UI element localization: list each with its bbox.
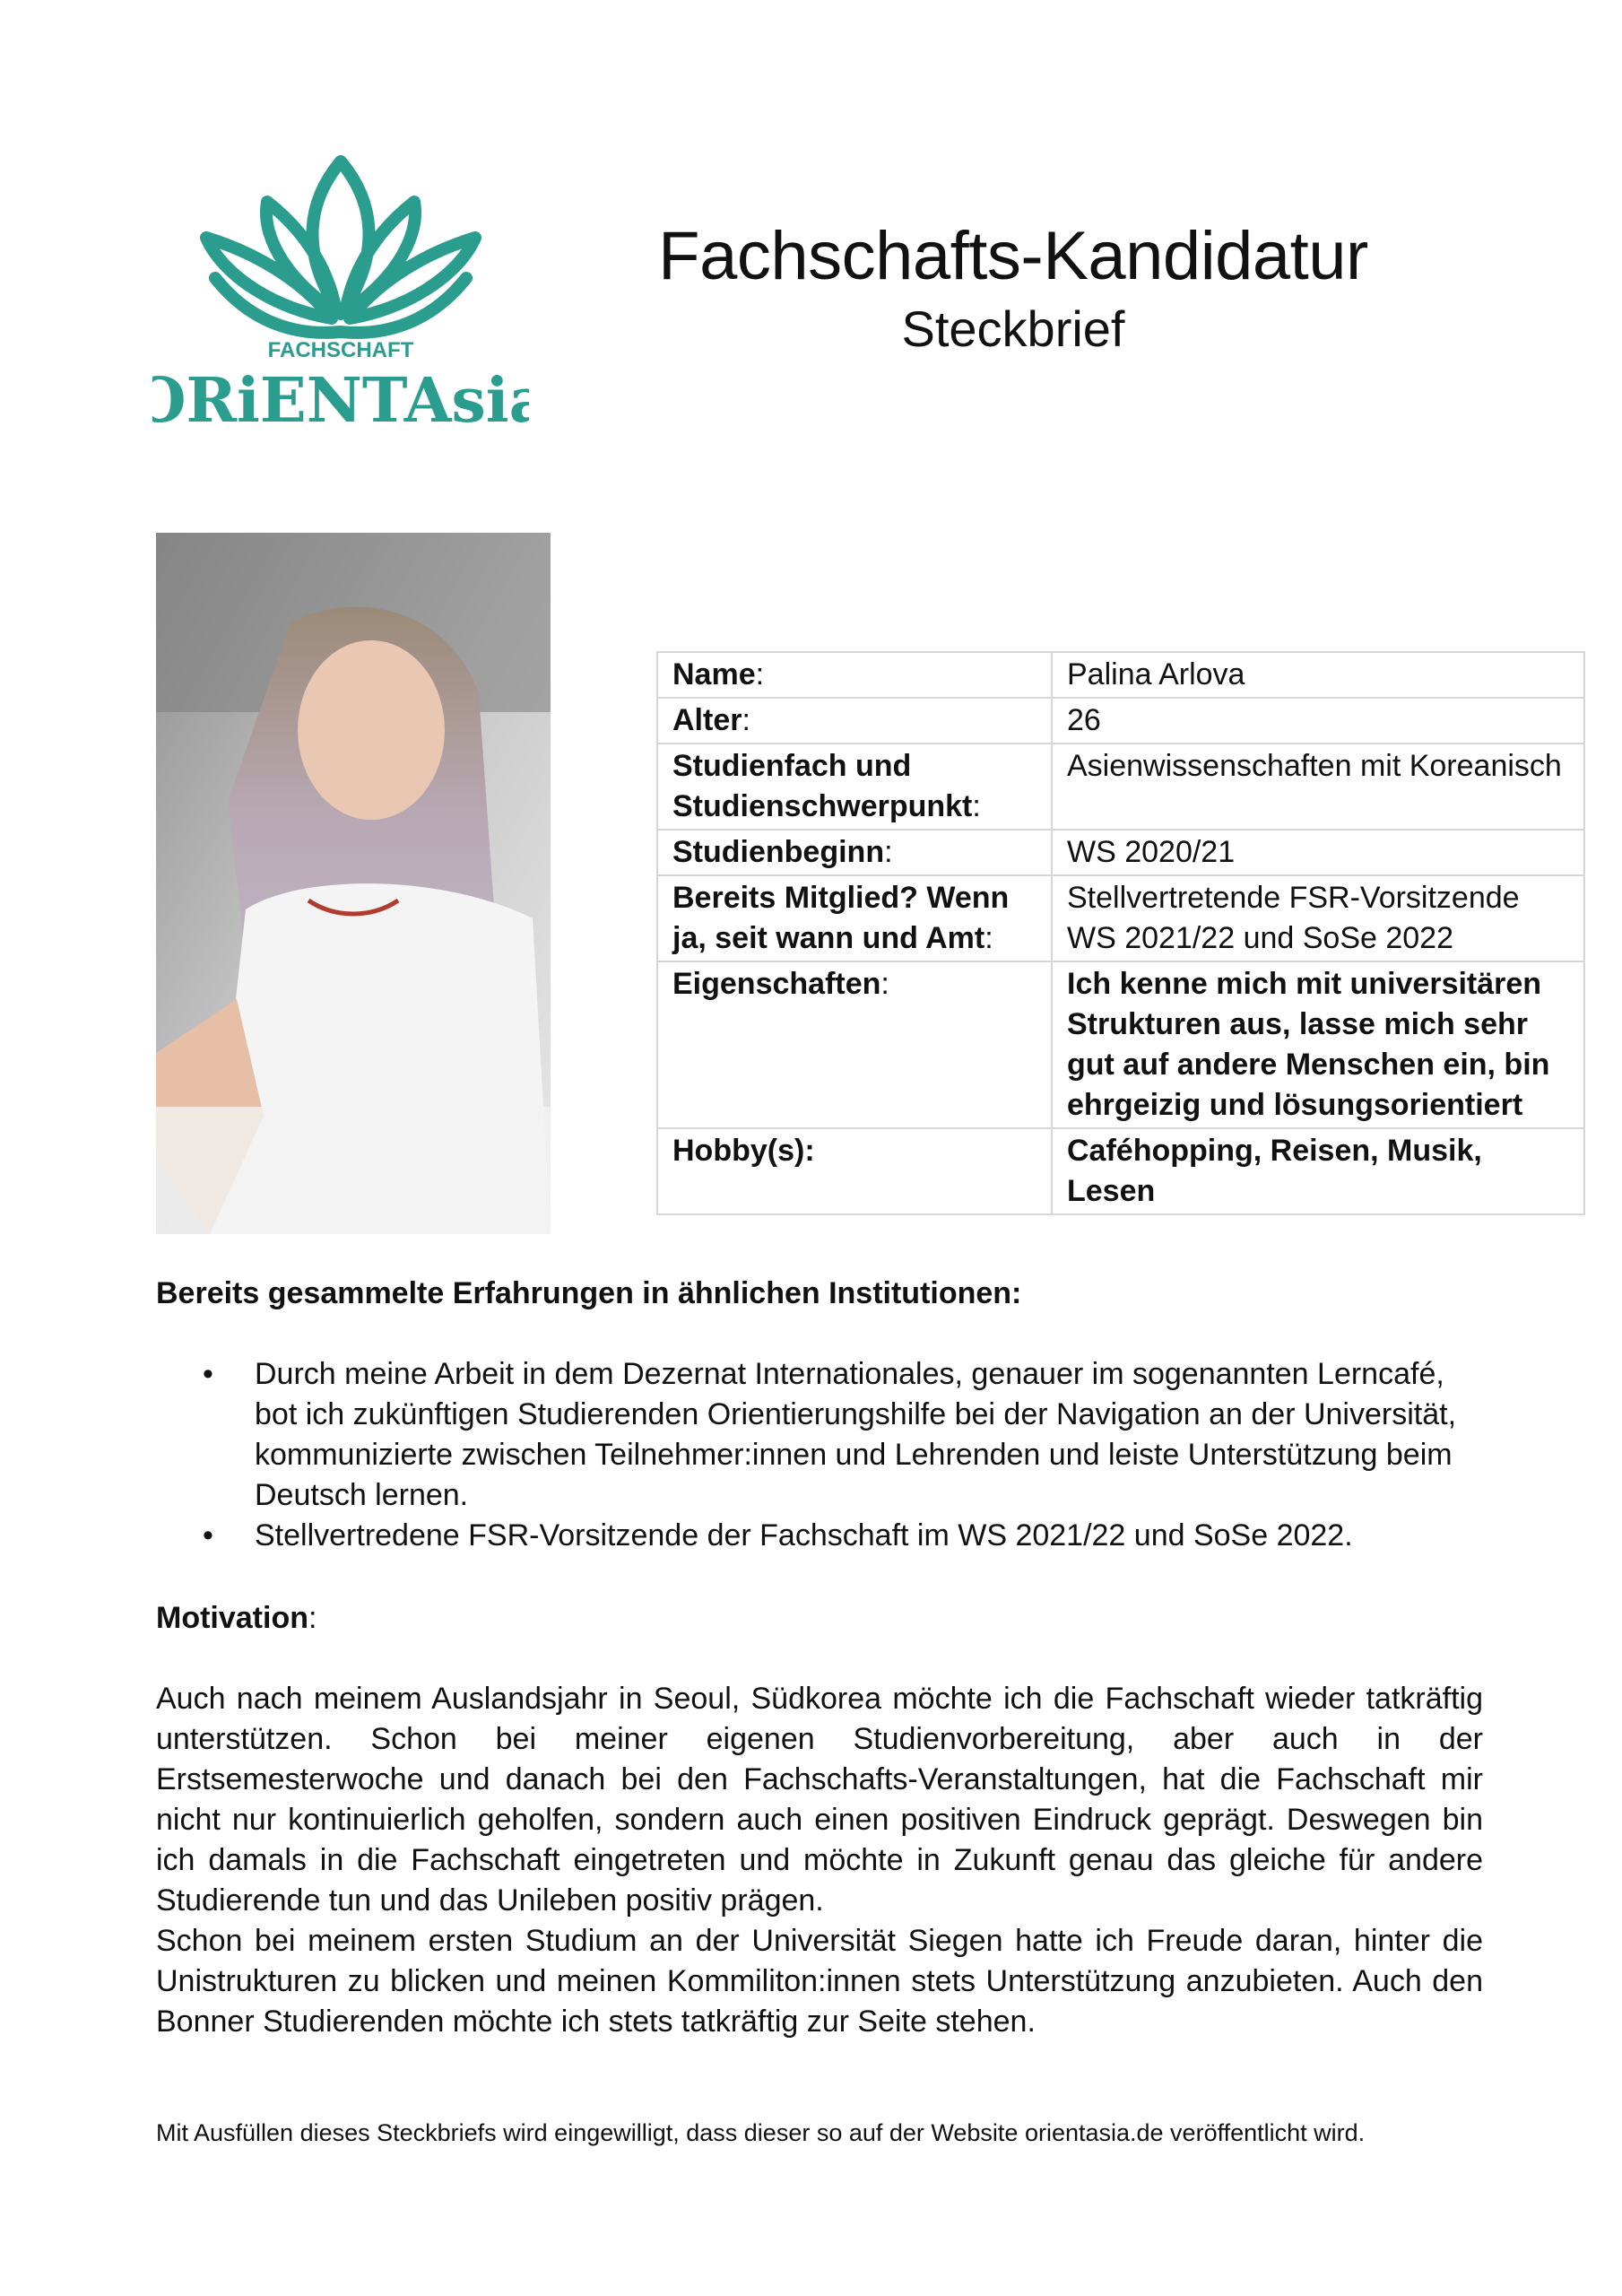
profile-label: Name: [672, 657, 756, 691]
profile-label: Studienbeginn: [672, 835, 885, 869]
profile-value: Ich kenne mich mit universitären Strukturen aus, lasse mich sehr gut auf andere Menschen ein, bin ehrgeizig und lösungsorientiert: [1052, 961, 1584, 1128]
profile-label: Hobby(s):: [672, 1134, 815, 1168]
table-row: [657, 744, 1584, 830]
motivation-heading-colon: :: [308, 1601, 317, 1635]
profile-label-cell: [657, 830, 1052, 875]
fachschaft-orientasia-logo: [152, 152, 529, 457]
profile-value: Caféhopping, Reisen, Musik, Lesen: [1052, 1128, 1584, 1214]
motivation-heading: Motivation: [156, 1601, 308, 1635]
table-row: [657, 698, 1584, 744]
consent-footer-note: Mit Ausfüllen dieses Steckbriefs wird eingewilligt, dass dieser so auf der Website orientasia.de veröffentlicht wird.: [156, 2119, 1366, 2146]
document-title-block: [538, 215, 1488, 361]
table-row: [657, 961, 1584, 1128]
profile-label: Alter: [672, 703, 742, 737]
profile-label-cell: [657, 652, 1052, 698]
motivation-heading-line: [156, 1598, 1483, 1639]
profile-value: Palina Arlova: [1052, 652, 1584, 698]
profile-label: Studienfach und Studienschwerpunkt: [672, 749, 973, 823]
list-item: • Stellvertredene FSR-Vorsitzende der Fachschaft im WS 2021/22 und SoSe 2022.: [156, 1516, 1483, 1556]
page-title: Fachschafts-Kandidatur: [658, 218, 1368, 294]
svg-text:ORiENTAsia: ORiENTAsia: [152, 365, 529, 437]
list-item: • Durch meine Arbeit in dem Dezernat Internationales, genauer im sogenannten Lerncafé, bot ich zukünftigen Studierenden Orientierungshilfe bei der Navigation an der Universität, kommunizierte zwischen Teilnehmer:innen und Lehrenden und leiste Unterstützung beim Deutsch lernen.: [156, 1354, 1483, 1516]
table-row: [657, 830, 1584, 875]
profile-label-colon: :: [880, 967, 889, 1001]
profile-label-cell: [657, 875, 1052, 961]
motivation-section: [156, 1598, 1483, 2042]
lotus-logo-graphic: [152, 152, 529, 457]
profile-label-cell: [657, 698, 1052, 744]
table-row: [657, 652, 1584, 698]
page-subtitle: Steckbrief: [901, 300, 1125, 357]
profile-label-colon: :: [755, 657, 765, 691]
profile-label-cell: [657, 1128, 1052, 1214]
table-row: [657, 1128, 1584, 1214]
profile-value: Asienwissenschaften mit Koreanisch: [1052, 744, 1584, 830]
profile-value: WS 2020/21: [1052, 830, 1584, 875]
experience-list: [156, 1354, 1483, 1556]
motivation-paragraph: Auch nach meinem Auslandsjahr in Seoul, Südkorea möchte ich die Fachschaft wieder tatkräftig unterstützen. Schon bei meiner eigenen Studienvorbereitung, aber auch in der Erstsemesterwoche und danach bei den Fachschafts-Veranstaltungen, hat die Fachschaft mir nicht nur kontinuierlich geholfen, sondern auch einen positiven Eindruck geprägt. Deswegen bin ich damals in die Fachschaft eingetreten und möchte in Zukunft genau das gleiche für andere Studierende tun und das Unileben positiv prägen.: [156, 1682, 1483, 1918]
profile-label-colon: :: [884, 835, 893, 869]
candidate-photo: [156, 533, 551, 1234]
experience-heading: Bereits gesammelte Erfahrungen in ähnlichen Institutionen:: [156, 1276, 1022, 1310]
profile-value: Stellvertretende FSR-Vorsitzende WS 2021/22 und SoSe 2022: [1052, 875, 1584, 961]
profile-value: 26: [1052, 698, 1584, 744]
profile-label-colon: :: [972, 789, 981, 823]
svg-text:FACHSCHAFT: FACHSCHAFT: [267, 338, 414, 362]
profile-label-cell: [657, 744, 1052, 830]
profile-label-colon: :: [984, 921, 993, 955]
candidate-profile-table: [656, 651, 1585, 1215]
profile-label: Eigenschaften: [672, 967, 881, 1001]
profile-label-colon: :: [742, 703, 750, 737]
profile-label: Bereits Mitglied? Wenn ja, seit wann und Amt: [672, 881, 1010, 955]
motivation-paragraph: Schon bei meinem ersten Studium an der Universität Siegen hatte ich Freude daran, hinter die Unistrukturen zu blicken und meinen Kommiliton:innen stets Unterstützung anzubieten. Auch den Bonner Studierenden möchte ich stets tatkräftig zur Seite stehen.: [156, 1924, 1483, 2039]
experience-section: [156, 1274, 1483, 1556]
table-row: [657, 875, 1584, 961]
profile-label-cell: [657, 961, 1052, 1128]
